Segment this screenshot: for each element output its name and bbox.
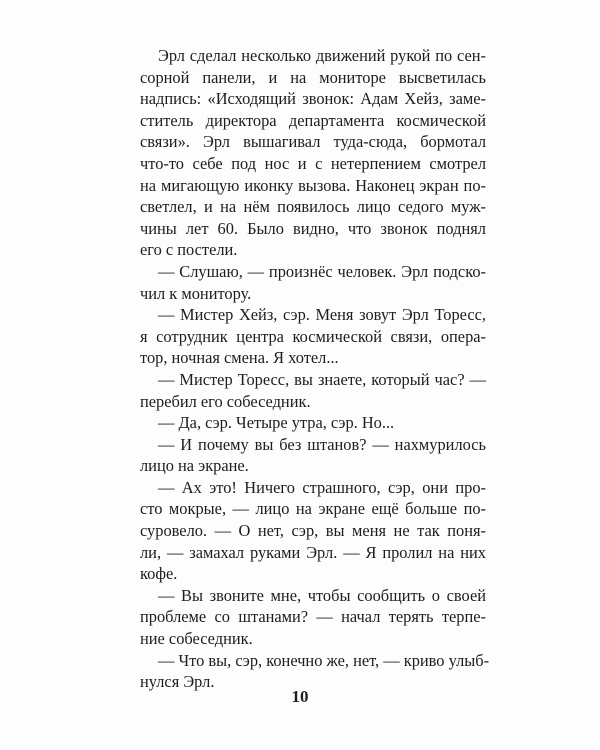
text-line: — Мистер Хейз, сэр. Меня зовут Эрл Торесс, [158, 305, 486, 325]
text-line: нулся Эрл. [140, 672, 215, 692]
text-line: его с постели. [140, 240, 238, 260]
text-line: — Ах это! Ничего страшного, сэр, они про- [158, 477, 486, 497]
text-line: — Да, сэр. Четыре утра, сэр. Но... [158, 413, 395, 433]
text-line: чил к монитору. [140, 283, 252, 303]
text-line: связи». Эрл вышагивал туда-сюда, бормотал [140, 132, 486, 152]
text-line: Эрл сделал несколько движений рукой по сен- [158, 46, 486, 65]
text-line: перебил его собеседник. [140, 391, 311, 411]
text-line: тор, ночная смена. Я хотел... [140, 348, 339, 368]
text-line: ли, — замахал руками Эрл. — Я пролил на них [140, 542, 486, 562]
text-line: лицо на экране. [140, 456, 249, 476]
text-line: сорной панели, и на мониторе высветилась [140, 67, 486, 87]
page-text [140, 45, 490, 693]
text-line: ние собеседник. [140, 629, 253, 649]
text-line: надпись: «Исходящий звонок: Адам Хейз, заме- [140, 89, 486, 109]
text-line: суровело. — О нет, сэр, вы меня не так поня- [140, 521, 486, 541]
text-line: — Что вы, сэр, конечно же, нет, — криво улыб- [158, 650, 490, 670]
text-line: — Мистер Торесс, вы знаете, который час? — [158, 369, 486, 389]
text-line: чины лет 60. Было видно, что звонок поднял [140, 218, 486, 238]
text-line: проблеме со штанами? — начал терять терпе- [140, 607, 486, 627]
text-line: — Слушаю, — произнёс человек. Эрл подско- [158, 261, 486, 281]
text-line: на мигающую иконку вызова. Наконец экран по- [140, 175, 486, 195]
text-line: что-то себе под нос и с нетерпением смотрел [140, 153, 486, 173]
text-line: кофе. [140, 564, 178, 584]
text-line: сто мокрые, — лицо на экране ещё больше по- [140, 499, 486, 519]
text-line: — И почему вы без штанов? — нахмурилось [158, 434, 486, 454]
text-line: я сотрудник центра космической связи, опера- [140, 326, 486, 346]
text-line: ститель директора департамента космической [140, 110, 486, 130]
page-number: 10 [291, 687, 309, 706]
text-line: светлел, и на нём появилось лицо седого муж- [140, 197, 486, 217]
text-line: — Вы звоните мне, чтобы сообщить о своей [158, 585, 486, 605]
